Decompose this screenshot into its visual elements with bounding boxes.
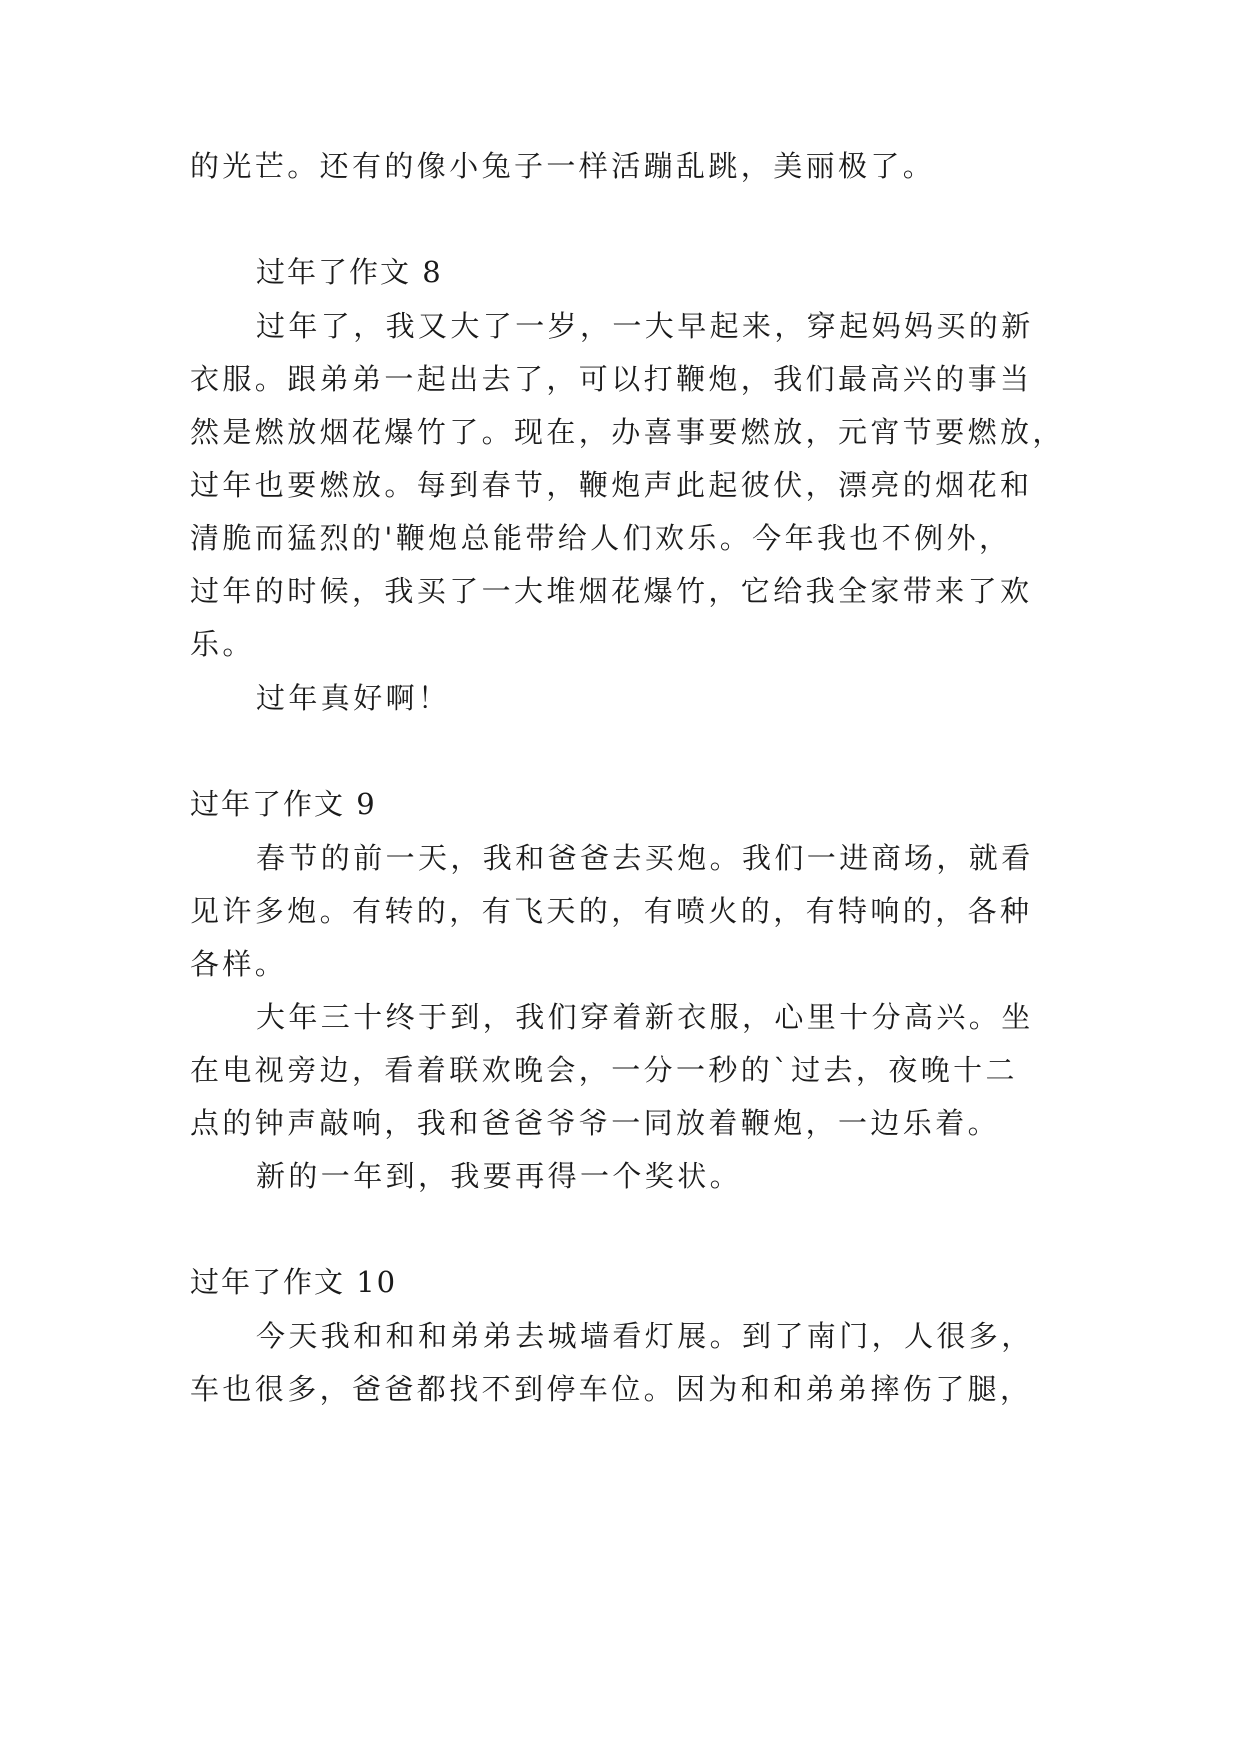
essay-8-p1-line-3: 然是燃放烟花爆竹了。现在，办喜事要燃放，元宵节要燃放， <box>190 415 1065 449</box>
essay-8-title: 过年了作文 8 <box>256 255 443 289</box>
essay-8-p2: 过年真好啊！ <box>256 681 451 715</box>
essay-9-p2-line-1: 大年三十终于到，我们穿着新衣服，心里十分高兴。坐 <box>256 1000 1034 1034</box>
essay-9-p3: 新的一年到，我要再得一个奖状。 <box>256 1159 743 1193</box>
essay-9-p1-line-1: 春节的前一天，我和爸爸去买炮。我们一进商场，就看 <box>256 841 1034 875</box>
essay-8-p1-line-5: 清脆而猛烈的'鞭炮总能带给人们欢乐。今年我也不例外， <box>190 521 1012 555</box>
essay-10-p1-line-1: 今天我和和和弟弟去城墙看灯展。到了南门，人很多， <box>256 1319 1034 1353</box>
essay-10-title: 过年了作文 10 <box>190 1265 398 1299</box>
essay-9-p2-line-3: 点的钟声敲响，我和爸爸爷爷一同放着鞭炮，一边乐着。 <box>190 1106 1001 1140</box>
essay-8-p1-line-1: 过年了，我又大了一岁，一大早起来，穿起妈妈买的新 <box>256 309 1034 343</box>
essay-7-last-line: 的光芒。还有的像小兔子一样活蹦乱跳，美丽极了。 <box>190 149 936 183</box>
essay-9-p1-line-2: 见许多炮。有转的，有飞天的，有喷火的，有特响的，各种 <box>190 894 1033 928</box>
essay-9-title: 过年了作文 9 <box>190 787 377 821</box>
essay-8-p1-line-6: 过年的时候，我买了一大堆烟花爆竹，它给我全家带来了欢 <box>190 574 1033 608</box>
essay-9-p2-line-2: 在电视旁边，看着联欢晚会，一分一秒的`过去，夜晚十二 <box>190 1053 1018 1087</box>
essay-8-p1-line-2: 衣服。跟弟弟一起出去了，可以打鞭炮，我们最高兴的事当 <box>190 362 1033 396</box>
essay-8-p1-line-7: 乐。 <box>190 627 255 661</box>
essay-8-p1-line-4: 过年也要燃放。每到春节，鞭炮声此起彼伏，漂亮的烟花和 <box>190 468 1033 502</box>
essay-9-p1-line-3: 各样。 <box>190 947 288 981</box>
essay-10-p1-line-2: 车也很多，爸爸都找不到停车位。因为和和弟弟摔伤了腿， <box>190 1372 1033 1406</box>
